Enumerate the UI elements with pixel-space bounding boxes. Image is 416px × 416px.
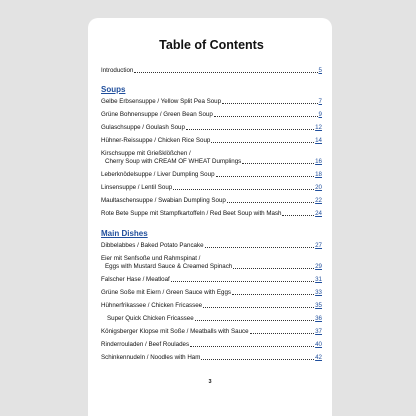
toc-entry-label: Rinderrouladen / Beef Roulades: [101, 341, 190, 348]
dot-leader: [205, 247, 315, 248]
toc-entry-label: Rote Bete Suppe mit Stampfkartoffeln / Red Beet Soup with Mash: [101, 210, 282, 217]
toc-entry-label: Linsensuppe / Lentil Soup: [101, 184, 173, 191]
toc-entry-label: Kirschsuppe mit Grießklößchen /: [101, 150, 191, 157]
dot-leader: [203, 307, 314, 308]
toc-entry-label-continued: Cherry Soup with CREAM OF WHEAT Dumplings: [105, 158, 242, 165]
dot-leader: [190, 346, 314, 347]
toc-page-link[interactable]: 42: [315, 354, 322, 361]
toc-entry-label: Hühner-Reissuppe / Chicken Rice Soup: [101, 137, 211, 144]
toc-subentry[interactable]: [101, 315, 322, 323]
dot-leader: [222, 103, 317, 104]
toc-page-link[interactable]: 37: [315, 328, 322, 335]
toc-page-link[interactable]: 9: [318, 111, 322, 118]
document-page: [88, 18, 332, 416]
toc-entry-label: Gelbe Erbsensuppe / Yellow Split Pea Soup: [101, 98, 222, 105]
dot-leader: [201, 359, 314, 360]
dot-leader: [211, 142, 314, 143]
toc-page-link[interactable]: 5: [318, 67, 322, 74]
toc-page-link[interactable]: 24: [315, 210, 322, 217]
toc-entry[interactable]: [101, 276, 322, 284]
toc-page-link[interactable]: 12: [315, 124, 322, 131]
dot-leader: [242, 163, 314, 164]
dot-leader: [232, 294, 314, 295]
toc-page-link[interactable]: 7: [318, 98, 322, 105]
dot-leader: [173, 189, 314, 190]
toc-page-link[interactable]: 29: [315, 263, 322, 270]
toc-page-link[interactable]: 35: [315, 302, 322, 309]
toc-entry-label: Grüne Bohnensuppe / Green Bean Soup: [101, 111, 213, 118]
toc-entry-label: Hühnerfrikassee / Chicken Fricassee: [101, 302, 203, 309]
toc-entry[interactable]: [101, 150, 322, 166]
toc-entry[interactable]: [101, 210, 322, 218]
dot-leader: [216, 176, 315, 177]
toc-entry[interactable]: [101, 289, 322, 297]
toc-entry[interactable]: [101, 242, 322, 250]
dot-leader: [214, 116, 318, 117]
toc-entry-label: Grüne Soße mit Eiern / Green Sauce with Eggs: [101, 289, 231, 296]
toc-entry-label-continued: Eggs with Mustard Sauce & Creamed Spinach: [105, 263, 233, 270]
toc-entry-label: Super Quick Chicken Fricassee: [107, 315, 194, 322]
toc-entry-label: Dibbelabbes / Baked Potato Pancake: [101, 242, 204, 249]
dot-leader: [227, 202, 314, 203]
toc-entry[interactable]: [101, 341, 322, 349]
toc-page-link[interactable]: 20: [315, 184, 322, 191]
toc-entry-label: Maultaschensuppe / Swabian Dumpling Soup: [101, 197, 226, 204]
page-number: 3: [208, 379, 212, 385]
toc-entry-label: Gulaschsuppe / Goulash Soup: [101, 124, 185, 131]
toc-entry-label: Falscher Hase / Meatloaf: [101, 276, 170, 283]
page-title: Table of Contents: [159, 38, 264, 52]
toc-page-link[interactable]: 40: [315, 341, 322, 348]
toc-page-link[interactable]: 18: [315, 171, 322, 178]
dot-leader: [282, 215, 314, 216]
toc-entry[interactable]: [101, 197, 322, 205]
toc-page-link[interactable]: 31: [315, 276, 322, 283]
section-heading-soups[interactable]: Soups: [101, 85, 126, 94]
dot-leader: [195, 320, 314, 321]
toc-entry[interactable]: [101, 184, 322, 192]
dot-leader: [186, 129, 314, 130]
toc-page-link[interactable]: 16: [315, 158, 322, 165]
toc-entry[interactable]: [101, 98, 322, 106]
toc-page-link[interactable]: 33: [315, 289, 322, 296]
toc-page-link[interactable]: 14: [315, 137, 322, 144]
toc-entry-label: Introduction: [101, 67, 134, 74]
dot-leader: [134, 72, 317, 73]
toc-entry[interactable]: [101, 137, 322, 145]
toc-page-link[interactable]: 22: [315, 197, 322, 204]
toc-entry[interactable]: [101, 111, 322, 119]
section-heading-main-dishes[interactable]: Main Dishes: [101, 229, 148, 238]
toc-entry[interactable]: [101, 124, 322, 132]
toc-page-link[interactable]: 27: [315, 242, 322, 249]
toc-entry-label: Leberknödelsuppe / Liver Dumpling Soup: [101, 171, 215, 178]
toc-page-link[interactable]: 36: [315, 315, 322, 322]
toc-entry-label: Eier mit Senfsoße und Rahmspinat /: [101, 255, 201, 262]
toc-entry[interactable]: [101, 171, 322, 179]
toc-entry-introduction[interactable]: [101, 67, 322, 75]
toc-entry-label: Schinkennudeln / Noodles with Ham: [101, 354, 201, 361]
dot-leader: [233, 268, 314, 269]
toc-entry-label: Königsberger Klopse mit Soße / Meatballs with Sauce: [101, 328, 249, 335]
dot-leader: [250, 333, 315, 334]
dot-leader: [171, 281, 314, 282]
toc-entry[interactable]: [101, 302, 322, 310]
toc-entry[interactable]: [101, 328, 322, 336]
toc-entry[interactable]: [101, 255, 322, 271]
toc-entry[interactable]: [101, 354, 322, 362]
